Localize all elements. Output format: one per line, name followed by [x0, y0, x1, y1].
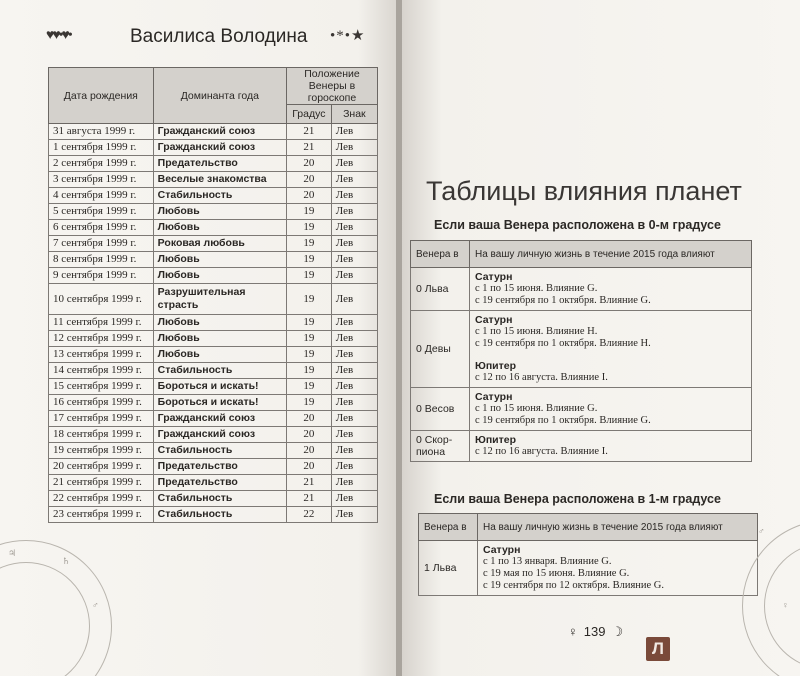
planet-name: Сатурн: [475, 271, 513, 283]
venus-sign-cell: 0 Девы: [411, 311, 470, 388]
birth-date-cell: 1 сентября 1999 г.: [49, 140, 154, 156]
entry-gap: [475, 350, 746, 360]
dominant-cell: Веселые знакомства: [153, 172, 286, 188]
degree-cell: 19: [286, 379, 331, 395]
zodiac-glyph-icon: ♀: [782, 600, 789, 610]
influence-table-body: [419, 541, 758, 596]
sign-cell: Лев: [331, 363, 377, 379]
degree-cell: 19: [286, 220, 331, 236]
birth-date-cell: 3 сентября 1999 г.: [49, 172, 154, 188]
left-page: [0, 0, 398, 676]
zodiac-glyph-icon: ♂: [92, 600, 99, 610]
dominant-cell: Любовь: [153, 268, 286, 284]
table-row: [419, 541, 758, 596]
degree-cell: 20: [286, 172, 331, 188]
birth-date-cell: 5 сентября 1999 г.: [49, 204, 154, 220]
venus-sign-cell: 1 Льва: [419, 541, 478, 596]
birth-date-cell: 14 сентября 1999 г.: [49, 363, 154, 379]
table-row: [49, 156, 378, 172]
dominant-cell: Любовь: [153, 252, 286, 268]
birth-date-cell: 31 августа 1999 г.: [49, 124, 154, 140]
table-row: [49, 268, 378, 284]
influence-period: с 1 по 13 января. Влияние G.: [483, 556, 612, 567]
header-degree: Градус: [286, 105, 331, 124]
dominant-cell: Гражданский союз: [153, 124, 286, 140]
table-row: [49, 459, 378, 475]
dominant-cell: Любовь: [153, 220, 286, 236]
degree-cell: 21: [286, 475, 331, 491]
table-row: [49, 172, 378, 188]
influence-period: с 1 по 15 июня. Влияние G.: [475, 403, 598, 414]
sign-cell: Лев: [331, 220, 377, 236]
influence-table-body: [411, 268, 752, 462]
dominant-cell: Любовь: [153, 347, 286, 363]
influence-period: с 19 сентября по 12 октября. Влияние G.: [483, 580, 665, 591]
dominant-cell: Стабильность: [153, 443, 286, 459]
degree-cell: 19: [286, 268, 331, 284]
degree-cell: 19: [286, 204, 331, 220]
author-name: Василиса Володина: [130, 26, 308, 47]
birth-date-cell: 4 сентября 1999 г.: [49, 188, 154, 204]
dominant-cell: Бороться и искать!: [153, 395, 286, 411]
influence-cell: [470, 311, 752, 388]
table-row: [49, 491, 378, 507]
planet-name: Сатурн: [475, 314, 513, 326]
influence-cell: [478, 541, 758, 596]
birth-date-cell: 22 сентября 1999 г.: [49, 491, 154, 507]
table-row: [49, 204, 378, 220]
subhead-degree-1: Если ваша Венера расположена в 1-м градусе: [434, 492, 721, 506]
table-row: [49, 379, 378, 395]
birth-date-cell: 18 сентября 1999 г.: [49, 427, 154, 443]
zodiac-glyph-icon: ♄: [62, 556, 71, 566]
sign-cell: Лев: [331, 379, 377, 395]
birth-date-cell: 17 сентября 1999 г.: [49, 411, 154, 427]
birth-date-cell: 19 сентября 1999 г.: [49, 443, 154, 459]
dominant-cell: Предательство: [153, 459, 286, 475]
influence-cell: [470, 388, 752, 431]
table-header-row: [49, 68, 378, 105]
table-row: [49, 411, 378, 427]
dominant-cell: Стабильность: [153, 491, 286, 507]
degree-cell: 21: [286, 140, 331, 156]
header-sign: Знак: [331, 105, 377, 124]
influence-period: с 19 мая по 15 июня. Влияние G.: [483, 568, 630, 579]
sign-cell: Лев: [331, 459, 377, 475]
birth-date-cell: 10 сентября 1999 г.: [49, 284, 154, 315]
venus-sign-cell: 0 Скор-пиона: [411, 431, 470, 462]
planet-name: Сатурн: [483, 544, 521, 556]
sign-cell: Лев: [331, 156, 377, 172]
influence-period: с 19 сентября по 1 октября. Влияние G.: [475, 415, 651, 426]
header-venus-position: Положение Венеры в гороскопе: [286, 68, 377, 105]
dominant-cell: Разрушительная страсть: [153, 284, 286, 315]
influence-header-row: [411, 241, 752, 268]
venus-sign-cell: 0 Весов: [411, 388, 470, 431]
influence-cell: [470, 268, 752, 311]
dominant-cell: Предательство: [153, 475, 286, 491]
birth-date-cell: 8 сентября 1999 г.: [49, 252, 154, 268]
running-head: [40, 26, 380, 50]
dominant-cell: Роковая любовь: [153, 236, 286, 252]
moon-symbol-icon: ☽: [611, 624, 624, 639]
zodiac-glyph-icon: ♂: [758, 526, 765, 536]
header-birth-date: Дата рождения: [49, 68, 154, 124]
influence-period: с 12 по 16 августа. Влияние I.: [475, 446, 608, 457]
table-row: [49, 140, 378, 156]
influence-period: с 12 по 16 августа. Влияние I.: [475, 372, 608, 383]
influence-cell: [470, 431, 752, 462]
influence-table-degree-0: [410, 240, 752, 462]
birth-date-cell: 20 сентября 1999 г.: [49, 459, 154, 475]
degree-cell: 19: [286, 395, 331, 411]
birth-date-cell: 16 сентября 1999 г.: [49, 395, 154, 411]
degree-cell: 20: [286, 156, 331, 172]
birth-date-cell: 13 сентября 1999 г.: [49, 347, 154, 363]
publisher-logo: Л: [646, 637, 670, 661]
sign-cell: Лев: [331, 252, 377, 268]
table-row: [49, 347, 378, 363]
planet-name: Юпитер: [475, 434, 517, 446]
sign-cell: Лев: [331, 507, 377, 523]
sign-cell: Лев: [331, 140, 377, 156]
degree-cell: 21: [286, 491, 331, 507]
table-row: [49, 220, 378, 236]
right-page: [402, 0, 800, 676]
table-row: [49, 252, 378, 268]
table-row: [411, 431, 752, 462]
venus-symbol-icon: ♀: [568, 624, 578, 639]
degree-cell: 20: [286, 459, 331, 475]
planet-name: Юпитер: [475, 360, 517, 372]
table-row: [49, 315, 378, 331]
birth-date-cell: 11 сентября 1999 г.: [49, 315, 154, 331]
degree-cell: 22: [286, 507, 331, 523]
sign-cell: Лев: [331, 331, 377, 347]
sign-cell: Лев: [331, 188, 377, 204]
birth-date-cell: 9 сентября 1999 г.: [49, 268, 154, 284]
table-row: [49, 507, 378, 523]
birth-date-cell: 15 сентября 1999 г.: [49, 379, 154, 395]
degree-cell: 21: [286, 124, 331, 140]
influence-period: с 19 сентября по 1 октября. Влияние G.: [475, 295, 651, 306]
sign-cell: Лев: [331, 124, 377, 140]
dominant-cell: Стабильность: [153, 188, 286, 204]
sign-cell: Лев: [331, 236, 377, 252]
table-row: [49, 363, 378, 379]
table-row: [49, 395, 378, 411]
sign-cell: Лев: [331, 427, 377, 443]
table-row: [49, 331, 378, 347]
table-row: [411, 268, 752, 311]
table-row: [49, 188, 378, 204]
sign-cell: Лев: [331, 268, 377, 284]
birth-date-cell: 6 сентября 1999 г.: [49, 220, 154, 236]
influence-period: с 1 по 15 июня. Влияние G.: [475, 283, 598, 294]
planet-name: Сатурн: [475, 391, 513, 403]
degree-cell: 19: [286, 236, 331, 252]
influence-header-row: [419, 514, 758, 541]
degree-cell: 19: [286, 347, 331, 363]
venus-sign-cell: 0 Льва: [411, 268, 470, 311]
dominant-cell: Любовь: [153, 204, 286, 220]
dominant-cell: Гражданский союз: [153, 140, 286, 156]
sign-cell: Лев: [331, 395, 377, 411]
sign-cell: Лев: [331, 172, 377, 188]
page-number: 139: [583, 624, 606, 639]
venus-position-table: [48, 67, 378, 523]
influence-period: с 1 по 15 июня. Влияние Н.: [475, 326, 598, 337]
birth-date-cell: 23 сентября 1999 г.: [49, 507, 154, 523]
sign-cell: Лев: [331, 475, 377, 491]
birth-date-cell: 12 сентября 1999 г.: [49, 331, 154, 347]
table-row: [49, 443, 378, 459]
table-row: [49, 427, 378, 443]
degree-cell: 19: [286, 284, 331, 315]
sign-cell: Лев: [331, 284, 377, 315]
header-influence: На вашу личную жизнь в течение 2015 года влияют: [478, 514, 758, 541]
degree-cell: 19: [286, 363, 331, 379]
birth-date-cell: 7 сентября 1999 г.: [49, 236, 154, 252]
dominant-cell: Любовь: [153, 331, 286, 347]
table-row: [49, 284, 378, 315]
degree-cell: 20: [286, 188, 331, 204]
sign-cell: Лев: [331, 347, 377, 363]
header-venus-in: Венера в: [411, 241, 470, 268]
header-influence: На вашу личную жизнь в течение 2015 года влияют: [470, 241, 752, 268]
hearts-ornament-icon: ♥♥•♥•: [46, 28, 71, 43]
sign-cell: Лев: [331, 491, 377, 507]
birth-date-cell: 2 сентября 1999 г.: [49, 156, 154, 172]
sign-cell: Лев: [331, 204, 377, 220]
sign-cell: Лев: [331, 411, 377, 427]
dominant-cell: Стабильность: [153, 363, 286, 379]
header-dominant: Доминанта года: [153, 68, 286, 124]
table-row: [49, 124, 378, 140]
degree-cell: 19: [286, 331, 331, 347]
degree-cell: 19: [286, 252, 331, 268]
dominant-cell: Гражданский союз: [153, 427, 286, 443]
table-row: [411, 388, 752, 431]
subhead-degree-0: Если ваша Венера расположена в 0-м градусе: [434, 218, 721, 232]
sign-cell: Лев: [331, 315, 377, 331]
stars-ornament-icon: •*•★: [330, 28, 366, 44]
degree-cell: 20: [286, 427, 331, 443]
dominant-cell: Гражданский союз: [153, 411, 286, 427]
influence-table-degree-1: [418, 513, 758, 596]
venus-table-body: [49, 124, 378, 523]
section-title: Таблицы влияния планет: [426, 176, 742, 206]
header-venus-in: Венера в: [419, 514, 478, 541]
degree-cell: 19: [286, 315, 331, 331]
page-folio: [568, 624, 629, 640]
sign-cell: Лев: [331, 443, 377, 459]
degree-cell: 20: [286, 443, 331, 459]
zodiac-glyph-icon: ♃: [8, 548, 17, 558]
degree-cell: 20: [286, 411, 331, 427]
dominant-cell: Стабильность: [153, 507, 286, 523]
table-row: [49, 236, 378, 252]
dominant-cell: Любовь: [153, 315, 286, 331]
birth-date-cell: 21 сентября 1999 г.: [49, 475, 154, 491]
table-row: [411, 311, 752, 388]
table-row: [49, 475, 378, 491]
influence-period: с 19 сентября по 1 октября. Влияние Н.: [475, 338, 651, 349]
dominant-cell: Предательство: [153, 156, 286, 172]
dominant-cell: Бороться и искать!: [153, 379, 286, 395]
